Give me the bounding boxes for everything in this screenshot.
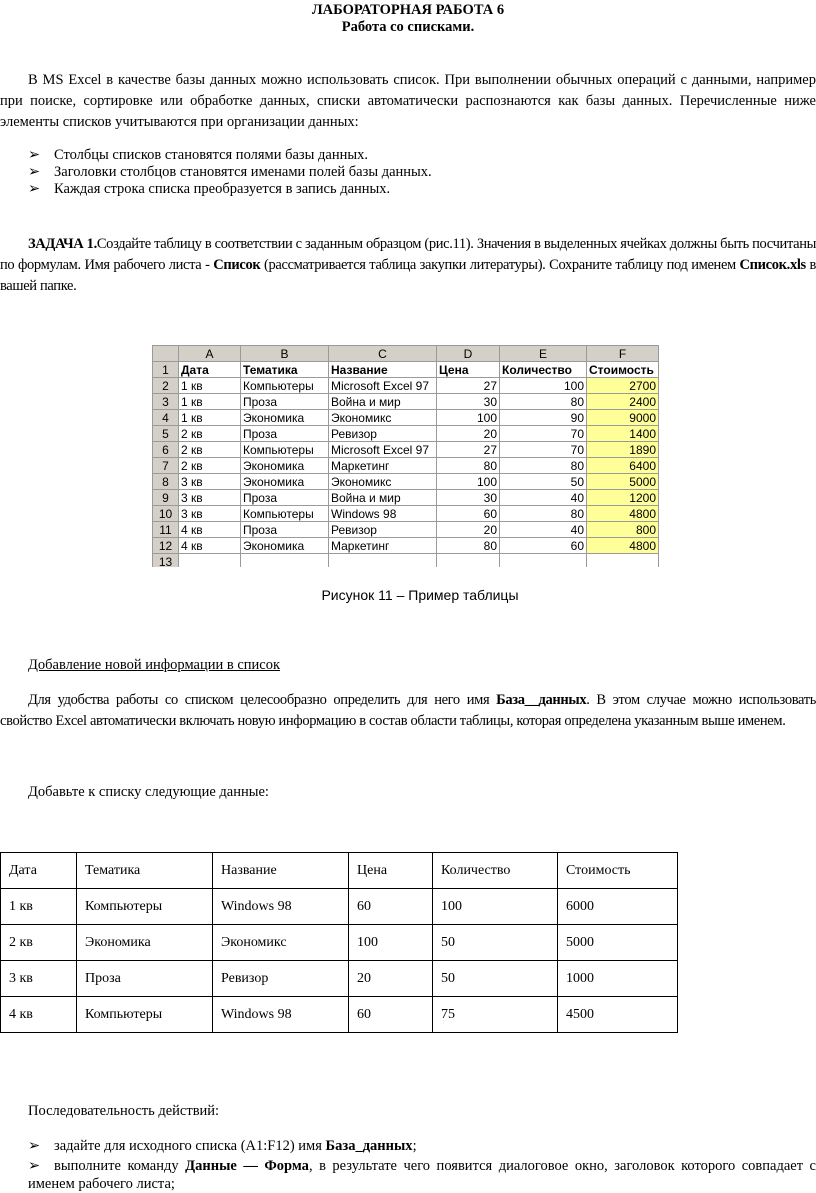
column-letter: A: [179, 346, 241, 362]
header-cell: Тематика: [77, 853, 213, 889]
table-cell: 2 кв: [1, 925, 77, 961]
sheet-cell: 2 кв: [179, 442, 241, 458]
bullet-text: Каждая строка списка преобразуется в запись данных.: [54, 181, 391, 197]
sheet-cell: 90: [500, 410, 587, 426]
sheet-cell: Экономика: [241, 474, 329, 490]
table-cell: Экономикс: [213, 925, 349, 961]
table-row: [153, 442, 659, 458]
sheet-cell: 1200: [587, 490, 659, 506]
column-letter: E: [500, 346, 587, 362]
table-row: [153, 522, 659, 538]
sheet-cell: 80: [500, 506, 587, 522]
section-paragraph: [0, 690, 816, 732]
sheet-cell: 1 кв: [179, 394, 241, 410]
step-text: , в результате чего появится диалоговое окно, заголовок которого совпадает с именем рабочего листа;: [28, 1158, 816, 1192]
task-label: ЗАДАЧА 1.: [28, 236, 97, 252]
table-cell: 20: [349, 961, 433, 997]
table-row: [153, 362, 659, 378]
sheet-cell: 30: [437, 490, 500, 506]
table-row: [153, 474, 659, 490]
row-number: 10: [153, 506, 179, 522]
sheet-cell: [329, 554, 437, 568]
sheet-cell: 27: [437, 378, 500, 394]
sheet-cell: [500, 554, 587, 568]
table-cell: Компьютеры: [77, 997, 213, 1033]
sheet-cell: Компьютеры: [241, 442, 329, 458]
sheet-cell: 100: [437, 410, 500, 426]
sheet-cell: [241, 554, 329, 568]
corner-cell: [153, 346, 179, 362]
table-cell: Компьютеры: [77, 889, 213, 925]
table-row: [1, 889, 678, 925]
sheet-cell: 80: [437, 538, 500, 554]
header-cell: Цена: [437, 362, 500, 378]
column-letter: C: [329, 346, 437, 362]
sheet-cell: 1400: [587, 426, 659, 442]
table-cell: Проза: [77, 961, 213, 997]
table-row: [153, 506, 659, 522]
sheet-cell: 3 кв: [179, 490, 241, 506]
sheet-cell: Microsoft Excel 97: [329, 378, 437, 394]
sheet-cell: Экономикс: [329, 474, 437, 490]
table-cell: 75: [433, 997, 558, 1033]
table-row: [153, 458, 659, 474]
sheet-cell: 1890: [587, 442, 659, 458]
header-cell: Цена: [349, 853, 433, 889]
section-text: . В этом случае можно использовать свойство Excel автоматически включать новую информацию в состав области таблицы, которая определена указанным выше именем.: [0, 692, 816, 729]
row-number: 12: [153, 538, 179, 554]
table-cell: 60: [349, 889, 433, 925]
table-row: [153, 410, 659, 426]
spreadsheet-grid: [152, 345, 659, 567]
sheet-cell: [587, 554, 659, 568]
table-cell: Windows 98: [213, 997, 349, 1033]
table-row: [153, 554, 659, 568]
range-name: База_данных: [325, 1138, 413, 1154]
bullet-item: [28, 181, 390, 198]
sheet-cell: Windows 98: [329, 506, 437, 522]
figure-caption: Рисунок 11 – Пример таблицы: [321, 587, 519, 603]
sheet-cell: Проза: [241, 490, 329, 506]
step-text: ;: [412, 1138, 417, 1154]
intro-paragraph: [0, 70, 816, 133]
sheet-cell: Экономика: [241, 458, 329, 474]
sheet-cell: 80: [437, 458, 500, 474]
table-cell: 4500: [558, 997, 678, 1033]
sheet-cell: Проза: [241, 394, 329, 410]
file-name: Список.xls: [739, 257, 806, 273]
row-number: 1: [153, 362, 179, 378]
add-prompt: Добавьте к списку следующие данные:: [28, 784, 269, 800]
sheet-cell: 6400: [587, 458, 659, 474]
sheet-cell: 4 кв: [179, 538, 241, 554]
lab-subtitle: Работа со списками.: [341, 19, 475, 35]
row-number: 11: [153, 522, 179, 538]
row-number: 13: [153, 554, 179, 568]
sheet-cell: 4 кв: [179, 522, 241, 538]
table-row: [153, 426, 659, 442]
task-text: Создайте таблицу в соответствии с заданным образцом (рис.11). Значения в выделенных ячейках должны быть посчитаны по формулам. Имя рабочего листа -: [0, 236, 816, 273]
row-number: 8: [153, 474, 179, 490]
sheet-cell: 70: [500, 426, 587, 442]
table-cell: 100: [433, 889, 558, 925]
header-cell: Название: [213, 853, 349, 889]
bullet-text: Столбцы списков становятся полями базы данных.: [54, 147, 368, 163]
table-cell: Ревизор: [213, 961, 349, 997]
table-header-row: [1, 853, 678, 889]
header-cell: Стоимость: [587, 362, 659, 378]
step-item: [0, 1157, 816, 1193]
sheet-cell: [437, 554, 500, 568]
sheet-cell: Экономика: [241, 538, 329, 554]
sheet-cell: Ревизор: [329, 426, 437, 442]
sheet-cell: Экономикс: [329, 410, 437, 426]
sheet-cell: Ревизор: [329, 522, 437, 538]
task-paragraph: [0, 234, 816, 297]
table-cell: 6000: [558, 889, 678, 925]
table-row: [153, 378, 659, 394]
intro-text: В MS Excel в качестве базы данных можно использовать список. При выполнении обычных операций с данными, например при поиске, сортировке или обработке данных, списки автоматически распознаются как базы данных. Перечисленные ниже элементы списков учитываются при организации данных:: [0, 72, 816, 130]
sheet-cell: 5000: [587, 474, 659, 490]
sheet-cell: 800: [587, 522, 659, 538]
table-cell: 1000: [558, 961, 678, 997]
sheet-cell: Проза: [241, 522, 329, 538]
header-cell: Стоимость: [558, 853, 678, 889]
table-cell: 4 кв: [1, 997, 77, 1033]
row-number: 9: [153, 490, 179, 506]
bullet-text: Заголовки столбцов становятся именами полей базы данных.: [54, 164, 432, 180]
row-number: 3: [153, 394, 179, 410]
menu-command: Данные — Форма: [185, 1158, 309, 1174]
sheet-cell: 60: [500, 538, 587, 554]
table-cell: 1 кв: [1, 889, 77, 925]
table-row: [1, 961, 678, 997]
sheet-cell: Экономика: [241, 410, 329, 426]
arrow-bullet-icon: ➢: [28, 181, 41, 197]
sheet-cell: Маркетинг: [329, 538, 437, 554]
header-cell: Количество: [433, 853, 558, 889]
step-text: выполните команду: [54, 1158, 186, 1174]
sheet-cell: 20: [437, 522, 500, 538]
sheet-cell: 4800: [587, 538, 659, 554]
table-cell: 50: [433, 925, 558, 961]
sheet-cell: 60: [437, 506, 500, 522]
row-number: 2: [153, 378, 179, 394]
table-cell: 100: [349, 925, 433, 961]
row-number: 7: [153, 458, 179, 474]
sheet-cell: Проза: [241, 426, 329, 442]
sheet-cell: 40: [500, 522, 587, 538]
column-letter: F: [587, 346, 659, 362]
bullet-item: [28, 164, 432, 181]
table-cell: 60: [349, 997, 433, 1033]
sheet-cell: 1 кв: [179, 410, 241, 426]
sheet-cell: 27: [437, 442, 500, 458]
sheet-cell: 70: [500, 442, 587, 458]
sheet-cell: 3 кв: [179, 506, 241, 522]
sheet-cell: 2400: [587, 394, 659, 410]
arrow-bullet-icon: ➢: [28, 147, 41, 163]
sheet-cell: 20: [437, 426, 500, 442]
sheet-name: Список: [213, 257, 261, 273]
sheet-cell: Компьютеры: [241, 506, 329, 522]
sheet-cell: 80: [500, 458, 587, 474]
sheet-cell: 2 кв: [179, 458, 241, 474]
header-cell: Название: [329, 362, 437, 378]
sheet-cell: 9000: [587, 410, 659, 426]
bullet-item: [28, 147, 368, 164]
section-text: Для удобства работы со списком целесообразно определить для него имя: [28, 692, 497, 708]
step-item: [28, 1138, 417, 1155]
table-row: [153, 394, 659, 410]
step-text: задайте для исходного списка (A1:F12) имя: [54, 1138, 326, 1154]
table-cell: 50: [433, 961, 558, 997]
header-cell: Тематика: [241, 362, 329, 378]
sheet-cell: 100: [500, 378, 587, 394]
task-text: (рассматривается таблица закупки литературы). Сохраните таблицу под именем: [260, 257, 740, 273]
arrow-bullet-icon: ➢: [28, 1158, 41, 1174]
sheet-cell: Microsoft Excel 97: [329, 442, 437, 458]
table-cell: 5000: [558, 925, 678, 961]
header-cell: Количество: [500, 362, 587, 378]
row-number: 4: [153, 410, 179, 426]
table-row: [1, 997, 678, 1033]
arrow-bullet-icon: ➢: [28, 1138, 41, 1154]
task-text: в вашей папке.: [0, 257, 816, 294]
table-row: [153, 538, 659, 554]
sheet-cell: 4800: [587, 506, 659, 522]
header-cell: Дата: [1, 853, 77, 889]
row-number: 5: [153, 426, 179, 442]
spreadsheet-figure: [152, 345, 662, 567]
row-number: 6: [153, 442, 179, 458]
sheet-cell: 30: [437, 394, 500, 410]
sheet-cell: 2700: [587, 378, 659, 394]
sheet-cell: 1 кв: [179, 378, 241, 394]
new-data-table: [0, 852, 678, 1033]
sheet-cell: 50: [500, 474, 587, 490]
table-cell: Windows 98: [213, 889, 349, 925]
table-row: [153, 490, 659, 506]
sheet-cell: Война и мир: [329, 394, 437, 410]
sheet-cell: 3 кв: [179, 474, 241, 490]
sheet-cell: [179, 554, 241, 568]
column-header-row: [153, 346, 659, 362]
steps-heading: Последовательность действий:: [28, 1103, 220, 1119]
header-cell: Дата: [179, 362, 241, 378]
sheet-cell: Маркетинг: [329, 458, 437, 474]
table-cell: 3 кв: [1, 961, 77, 997]
sheet-cell: 100: [437, 474, 500, 490]
sheet-cell: 40: [500, 490, 587, 506]
lab-title: ЛАБОРАТОРНАЯ РАБОТА 6: [311, 2, 505, 18]
sheet-cell: 80: [500, 394, 587, 410]
sheet-cell: Война и мир: [329, 490, 437, 506]
column-letter: B: [241, 346, 329, 362]
table-cell: Экономика: [77, 925, 213, 961]
sheet-cell: Компьютеры: [241, 378, 329, 394]
sheet-cell: 2 кв: [179, 426, 241, 442]
section-heading: Добавление новой информации в список: [28, 657, 281, 673]
arrow-bullet-icon: ➢: [28, 164, 41, 180]
table-row: [1, 925, 678, 961]
column-letter: D: [437, 346, 500, 362]
range-name: База__данных: [496, 692, 587, 708]
